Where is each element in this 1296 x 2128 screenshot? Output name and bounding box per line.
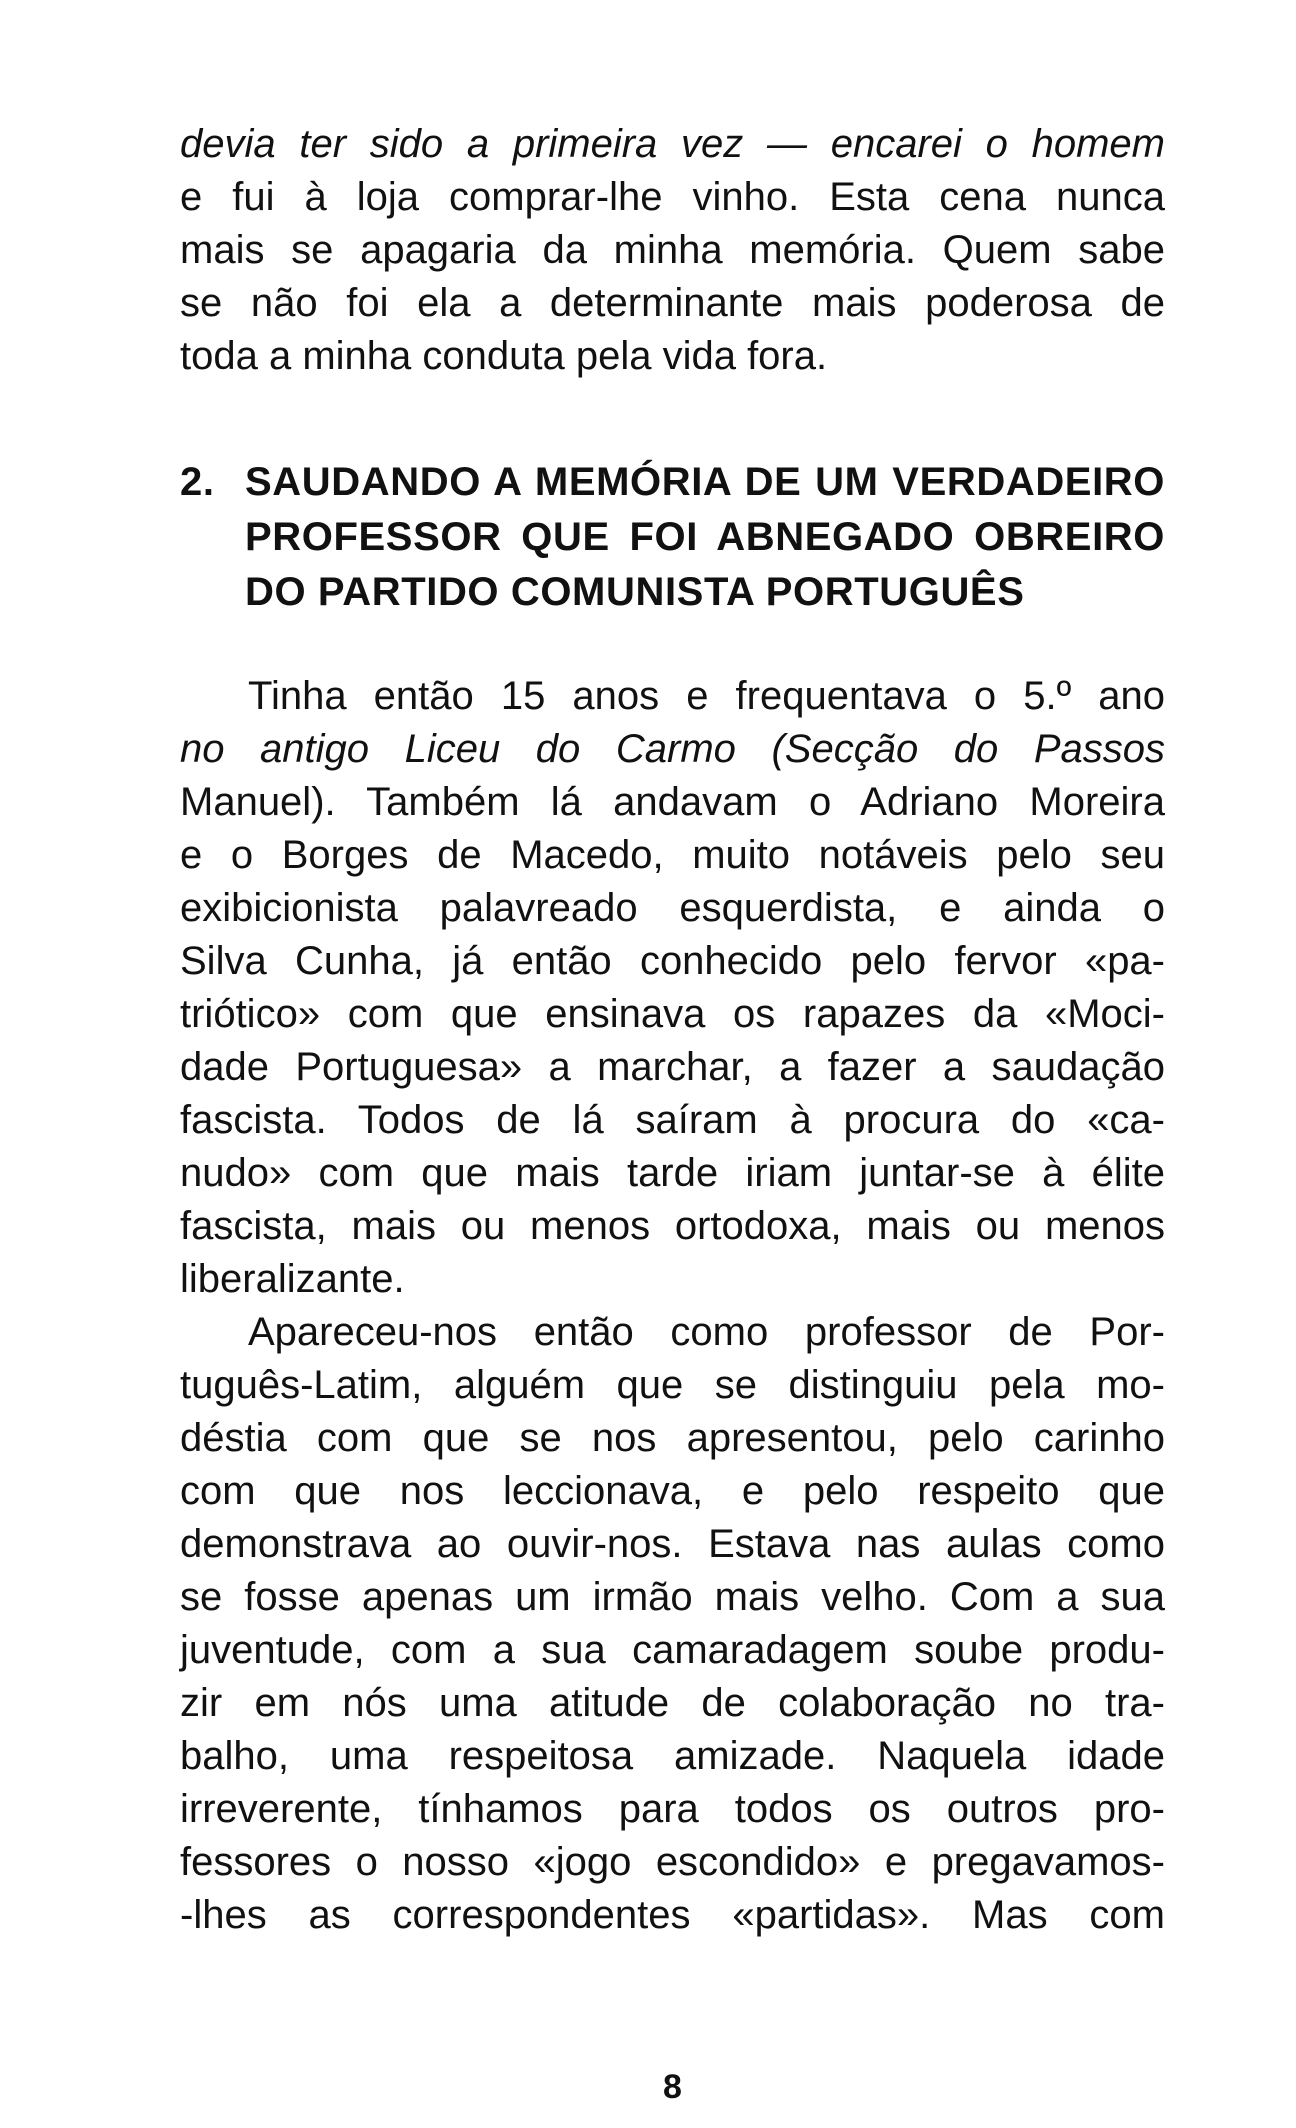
spacer	[180, 620, 1165, 670]
text-line: juventude, com a sua camaradagem soube produ-	[180, 1628, 1165, 1672]
text-line: tuguês-Latim, alguém que se distinguiu pela mo-	[180, 1363, 1165, 1407]
paragraph-2	[180, 1306, 1165, 1942]
text-line: e o Borges de Macedo, muito notáveis pelo seu	[180, 833, 1165, 877]
text-line: Silva Cunha, já então conhecido pelo fervor «pa-	[180, 939, 1165, 983]
page-number: 8	[663, 2068, 682, 2106]
text-line: devia ter sido a primeira vez — encarei o homem	[180, 122, 1165, 166]
text-line: com que nos leccionava, e pelo respeito que	[180, 1469, 1165, 1513]
text-line: toda a minha conduta pela vida fora.	[180, 334, 828, 378]
text-line: fascista, mais ou menos ortodoxa, mais ou menos	[180, 1204, 1165, 1248]
text-line: Tinha então 15 anos e frequentava o 5.º ano	[248, 674, 1165, 718]
text-line: -lhes as correspondentes «partidas». Mas com	[180, 1893, 1165, 1937]
heading-line: SAUDANDO A MEMÓRIA DE UM VERDADEIRO	[245, 460, 1165, 504]
text-line: dade Portuguesa» a marchar, a fazer a saudação	[180, 1045, 1165, 1089]
section-title	[245, 455, 1165, 620]
text-line: se fosse apenas um irmão mais velho. Com a sua	[180, 1575, 1165, 1619]
text-line: no antigo Liceu do Carmo (Secção do Passos	[180, 727, 1165, 771]
text-line: fessores o nosso «jogo escondido» e pregavamos-	[180, 1840, 1165, 1884]
heading-line: DO PARTIDO COMUNISTA PORTUGUÊS	[245, 570, 1025, 614]
text-line: exibicionista palavreado esquerdista, e ainda o	[180, 886, 1165, 930]
text-line: demonstrava ao ouvir-nos. Estava nas aulas como	[180, 1522, 1165, 1566]
text-line: Manuel). Também lá andavam o Adriano Moreira	[180, 780, 1165, 824]
intro-paragraph	[180, 118, 1165, 383]
text-line: se não foi ela a determinante mais poderosa de	[180, 281, 1165, 325]
heading-line: PROFESSOR QUE FOI ABNEGADO OBREIRO	[245, 515, 1165, 559]
text-line: déstia com que se nos apresentou, pelo carinho	[180, 1416, 1165, 1460]
section-number: 2.	[180, 460, 215, 504]
text-line: balho, uma respeitosa amizade. Naquela idade	[180, 1734, 1165, 1778]
text-line: zir em nós uma atitude de colaboração no tra-	[180, 1681, 1165, 1725]
text-line: liberalizante.	[180, 1257, 405, 1301]
text-line: irreverente, tínhamos para todos os outros pro-	[180, 1787, 1165, 1831]
text-line: nudo» com que mais tarde iriam juntar-se à élite	[180, 1151, 1165, 1195]
text-line: fascista. Todos de lá saíram à procura do «ca-	[180, 1098, 1165, 1142]
paragraph-1	[180, 670, 1165, 1306]
section-heading	[180, 455, 1165, 620]
text-line: e fui à loja comprar-lhe vinho. Esta cena nunca	[180, 175, 1165, 219]
text-line: mais se apagaria da minha memória. Quem sabe	[180, 228, 1165, 272]
text-line: Apareceu-nos então como professor de Por-	[248, 1310, 1165, 1354]
book-page	[180, 118, 1165, 2106]
spacer	[180, 383, 1165, 455]
text-line: triótico» com que ensinava os rapazes da «Moci-	[180, 992, 1165, 1036]
